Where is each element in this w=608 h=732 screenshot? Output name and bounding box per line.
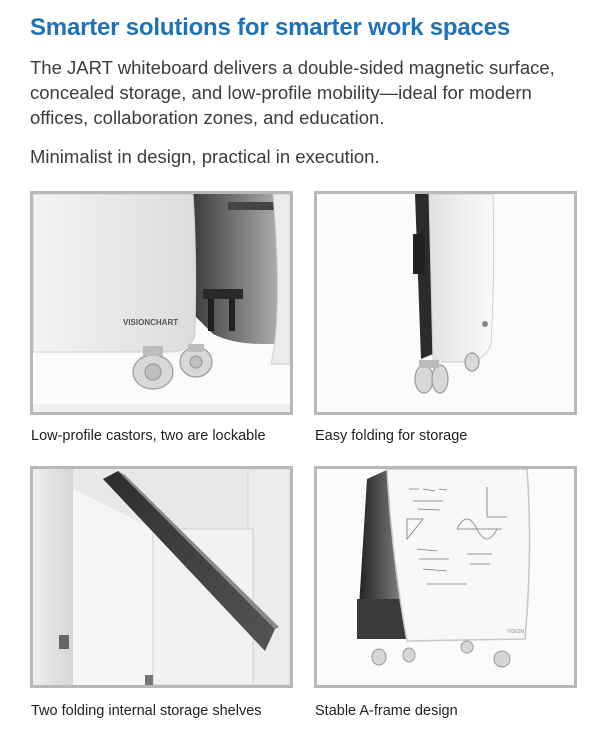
caption-folding: Easy folding for storage bbox=[315, 428, 468, 444]
caption-castors: Low-profile castors, two are lockable bbox=[31, 428, 266, 444]
shelves-photo bbox=[30, 466, 293, 688]
brand-logo: VISIONCHART bbox=[123, 318, 179, 327]
folding-photo bbox=[314, 191, 577, 415]
headline: Smarter solutions for smarter work spaces bbox=[30, 14, 510, 41]
caption-aframe: Stable A-frame design bbox=[315, 703, 458, 719]
intro-paragraph: The JART whiteboard delivers a double-sided magnetic surface, concealed storage, and low-profile mobility—ideal for modern offices, collaboration zones, and education. bbox=[30, 57, 555, 128]
tagline: Minimalist in design, practical in execution. bbox=[30, 146, 380, 167]
aframe-photo bbox=[314, 466, 577, 688]
castors-photo bbox=[30, 191, 293, 415]
caption-shelves: Two folding internal storage shelves bbox=[31, 703, 262, 719]
svg-text:VISION: VISION bbox=[507, 629, 524, 635]
